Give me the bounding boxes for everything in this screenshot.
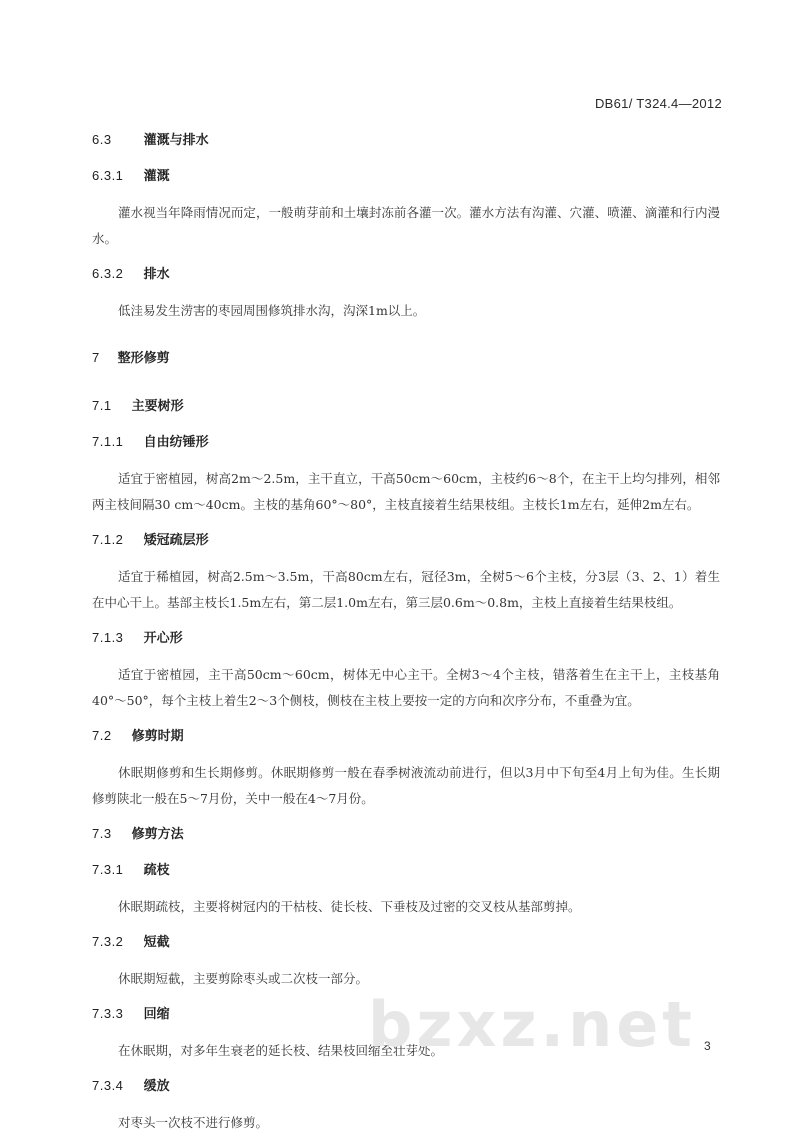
- section-number: 7.3: [92, 826, 112, 841]
- section-number: 6.3.2: [92, 266, 124, 281]
- section-number: 6.3.1: [92, 168, 124, 183]
- section-title: 修剪时期: [131, 728, 184, 743]
- section-paragraph: 休眠期疏枝，主要将树冠内的干枯枝、徒长枝、下垂枝及过密的交叉枝从基部剪掉。: [118, 899, 581, 914]
- page-number: 3: [704, 1039, 711, 1053]
- section-heading-7-3-4: [92, 1068, 720, 1104]
- section-paragraph: 对枣头一次枝不进行修剪。: [118, 1115, 269, 1130]
- section-title: 短截: [143, 934, 170, 949]
- site-watermark: bzxz.net: [368, 988, 696, 1061]
- section-title: 排水: [143, 266, 170, 281]
- section-heading-7-1-1: [92, 424, 720, 460]
- section-number: 7.3.4: [92, 1078, 124, 1093]
- section-paragraph: 休眠期修剪和生长期修剪。休眠期修剪一般在春季树液流动前进行，但以3月中下旬至4月上旬为佳。生长期修剪陕北一般在5～7月份，关中一般在4～7月份。: [92, 765, 720, 806]
- section-paragraph: 低洼易发生涝害的枣园周围修筑排水沟，沟深1m以上。: [118, 303, 426, 318]
- section-heading-6-3: [92, 122, 720, 158]
- section-paragraph: 在休眠期，对多年生衰老的延长枝、结果枝回缩至壮芽处。: [118, 1043, 444, 1058]
- section-heading-6-3-2: [92, 256, 720, 292]
- section-heading-7-1-3: [92, 620, 720, 656]
- section-paragraph: 适宜于密植园，树高2m～2.5m，主干直立，干高50cm～60cm，主枝约6～8个，在主干上均匀排列，相邻两主枝间隔30 cm～40cm。主枝的基角60°～80°，主枝直接着生结果枝组。主枝长1m左右，延伸2m左右。: [92, 471, 720, 512]
- section-title: 疏枝: [143, 862, 170, 877]
- section-number: 7: [92, 350, 100, 365]
- standard-code-header: DB61/ T324.4—2012: [594, 96, 722, 111]
- section-number: 7.3.3: [92, 1006, 124, 1021]
- section-heading-7-1: [92, 388, 720, 424]
- section-heading-7-2: [92, 718, 720, 754]
- section-title: 修剪方法: [131, 826, 184, 841]
- section-title: 缓放: [143, 1078, 170, 1093]
- section-heading-7-3-2: [92, 924, 720, 960]
- section-number: 7.3.2: [92, 934, 124, 949]
- section-title: 主要树形: [131, 398, 184, 413]
- section-paragraph: 适宜于稀植园，树高2.5m～3.5m，干高80cm左右，冠径3m，全树5～6个主枝，分3层（3、2、1）着生在中心干上。基部主枝长1.5m左右，第二层1.0m左右，第三层0.6m～0.8m，主枝上直接着生结果枝组。: [92, 569, 720, 610]
- section-title: 自由纺锤形: [143, 434, 209, 449]
- section-paragraph: 灌水视当年降雨情况而定，一般萌芽前和土壤封冻前各灌一次。灌水方法有沟灌、穴灌、喷灌、滴灌和行内漫水。: [92, 205, 720, 246]
- section-heading-7: [92, 340, 720, 376]
- section-title: 灌溉与排水: [143, 132, 209, 147]
- section-title: 开心形: [143, 630, 183, 645]
- section-number: 7.1.2: [92, 532, 124, 547]
- section-heading-7-3-1: [92, 852, 720, 888]
- section-title: 整形修剪: [117, 350, 170, 365]
- section-title: 矮冠疏层形: [143, 532, 209, 547]
- section-number: 7.2: [92, 728, 112, 743]
- section-heading-7-3: [92, 816, 720, 852]
- section-number: 6.3: [92, 132, 112, 147]
- section-title: 灌溉: [143, 168, 170, 183]
- section-paragraph: 适宜于密植园，主干高50cm～60cm，树体无中心主干。全树3～4个主枝，错落着生在主干上，主枝基角40°～50°，每个主枝上着生2～3个侧枝，侧枝在主枝上要按一定的方向和次序分布，不重叠为宜。: [92, 667, 720, 708]
- section-number: 7.3.1: [92, 862, 124, 877]
- section-number: 7.1.1: [92, 434, 124, 449]
- section-paragraph: 休眠期短截，主要剪除枣头或二次枝一部分。: [118, 971, 369, 986]
- section-title: 回缩: [143, 1006, 170, 1021]
- section-number: 7.1.3: [92, 630, 124, 645]
- section-heading-7-1-2: [92, 522, 720, 558]
- section-number: 7.1: [92, 398, 112, 413]
- section-heading-6-3-1: [92, 158, 720, 194]
